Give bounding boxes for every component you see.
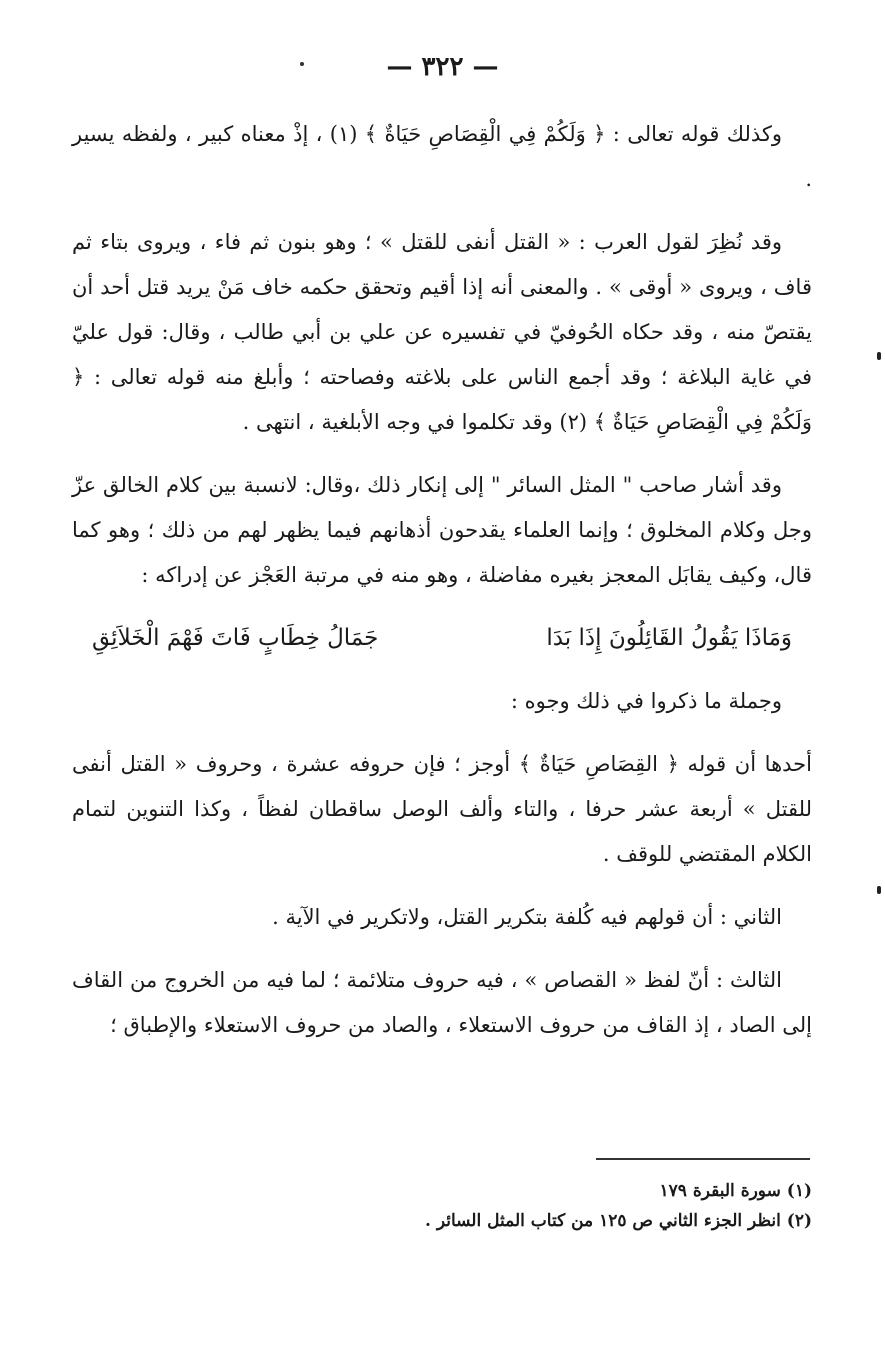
paragraph: وكذلك قوله تعالى : ﴿ وَلَكُمْ فِي الْقِصَاصِ حَيَاةٌ ﴾ (١) ، إذْ معناه كبير ، ولفظه يسير .: [72, 122, 812, 191]
paragraph: وقد أشار صاحب " المثل السائر " إلى إنكار ذلك ،وقال: لانسبة بين كلام الخالق عزّ وجل وكلام المخلوق ؛ وإنما العلماء يقدحون أذهانهم فيما يظهر لهم من ذلك ؛ وهو كما قال، وكيف يقابَل المعجز بغيره مفاضلة ، وهو منه في مرتبة العَجْز عن إدراكه :: [72, 473, 812, 587]
footnotes: [300, 1176, 812, 1236]
paragraph: الثاني : أن قولهم فيه كُلفة بتكرير القتل، ولاتكرير في الآية .: [272, 905, 782, 929]
footnote-separator: [596, 1158, 810, 1160]
paragraph: الثالث : أنّ لفظ « القصاص » ، فيه حروف متلائمة ؛ لما فيه من الخروج من القاف إلى الصاد ، إذ القاف من حروف الاستعلاء ، والصاد من حروف الاستعلاء والإطباق ؛: [72, 968, 812, 1037]
margin-mark: [877, 352, 881, 360]
footnote-1: (١) سورة البقرة ١٧٩: [659, 1181, 812, 1201]
verse-first-hemistich: وَمَاذَا يَقُولُ القَائِلُونَ إِذَا بَدَا: [546, 625, 792, 651]
verse-second-hemistich: جَمَالُ خِطَابٍ فَاتَ فَهْمَ الْخَلاَئِقِ: [92, 625, 379, 651]
ink-dot: [300, 62, 304, 66]
page-number: — ٣٢٢ —: [386, 52, 499, 82]
paragraph: وقد نُظِرَ لقول العرب : « القتل أنفى للقتل » ؛ وهو بنون ثم فاء ، ويروى بتاء ثم قاف ، ويروى « أوقى » . والمعنى أنه إذا أقيم وتحقق حكمه خاف مَنْ يريد قتل أحد أن يقتصّ منه ، وقد حكاه الحُوفيّ في تفسيره عن علي بن أبي طالب ، وقال: قول عليّ في غاية البلاغة ؛ وقد أجمع الناس على بلاغته وفصاحته ؛ وأبلغ منه قوله تعالى : ﴿ وَلَكُمْ فِي الْقِصَاصِ حَيَاةٌ ﴾ (٢) وقد تكلموا في وجه الأبلغية ، انتهى .: [72, 230, 812, 434]
main-text: [72, 112, 812, 1066]
paragraph: وجملة ما ذكروا في ذلك وجوه :: [510, 689, 782, 713]
poetry-verse: [92, 616, 792, 661]
paragraph: أحدها أن قوله ﴿ القِصَاصِ حَيَاةٌ ﴾ أوجز ؛ فإن حروفه عشرة ، وحروف « القتل أنفى للقتل » أربعة عشر حرفا ، والتاء وألف الوصل ساقطان لفظاً ، وكذا التنوين لتمام الكلام المقتضي للوقف .: [72, 752, 812, 866]
margin-mark: [877, 886, 881, 894]
footnote-2: (٢) انظر الجزء الثاني ص ١٢٥ من كتاب المثل السائر .: [425, 1211, 812, 1231]
